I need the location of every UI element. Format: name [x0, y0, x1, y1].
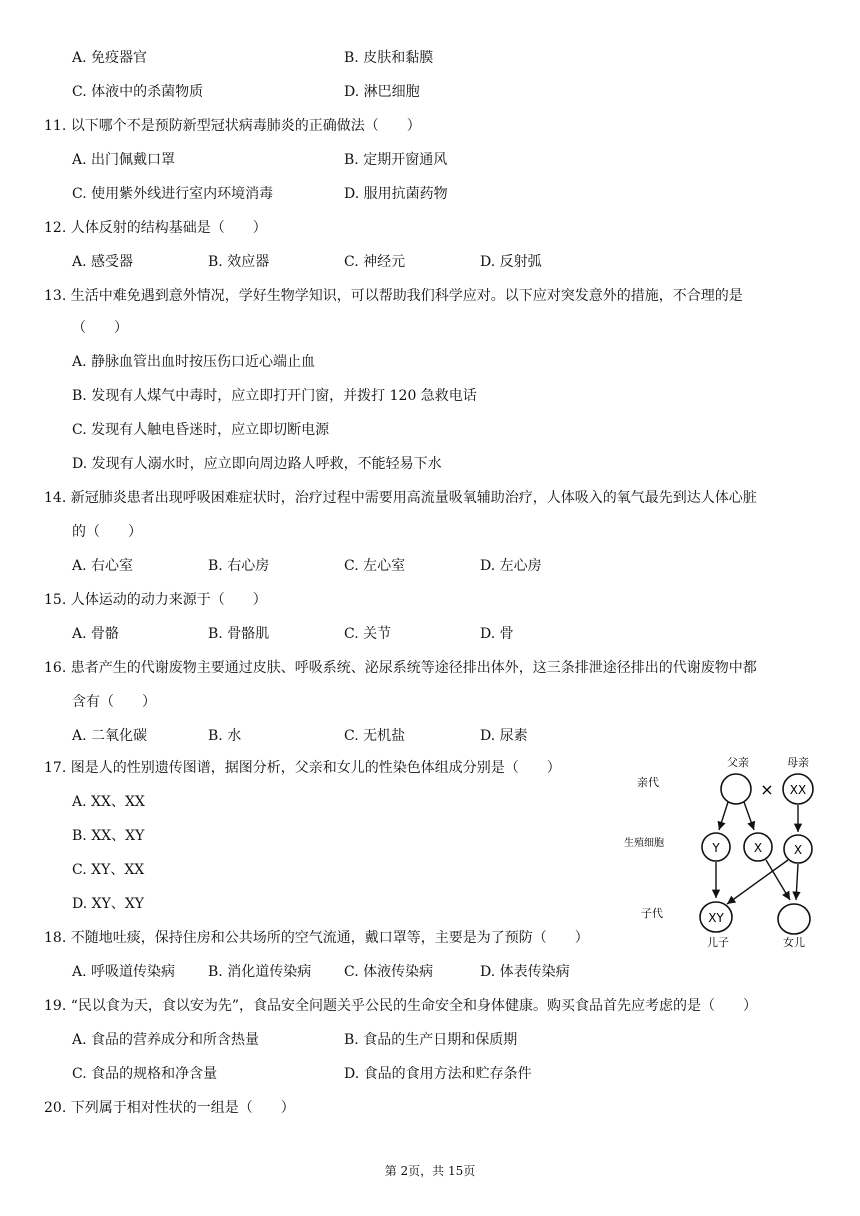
option-c: C. 左心室 [344, 558, 406, 574]
option-b: B. 发现有人煤气中毒时，应立即打开门窗，并拨打 120 急救电话 [72, 388, 477, 404]
son-label: 儿子 [707, 936, 729, 949]
option-a: A. 感受器 [72, 254, 134, 270]
question-17: 17. 图是人的性别遗传图谱，据图分析，父亲和女儿的性染色体组成分别是（ ） [44, 760, 561, 776]
option-a: A. 呼吸道传染病 [72, 964, 176, 980]
son-genotype: XY [708, 911, 724, 925]
daughter-circle [778, 904, 810, 934]
question-12: 12. 人体反射的结构基础是（ ） [44, 220, 267, 236]
option-c: C. 体液中的杀菌物质 [72, 84, 204, 100]
option-d: D. 服用抗菌药物 [344, 186, 448, 202]
option-c: C. 无机盐 [344, 728, 406, 744]
option-b: B. 骨骼肌 [208, 626, 270, 642]
option-b: B. XX、XY [72, 828, 145, 844]
parents-row-label: 亲代 [637, 776, 659, 789]
gamete-y: Y [712, 841, 720, 855]
option-c: C. 使用紫外线进行室内环境消毒 [72, 186, 274, 202]
question-19: 19. “民以食为天，食以安为先”，食品安全问题关乎公民的生命安全和身体健康。购买食品首先应考虑的是（ ） [44, 998, 758, 1014]
option-c: C. 食品的规格和净含量 [72, 1066, 218, 1082]
option-c: C. 体液传染病 [344, 964, 434, 980]
offspring-row-label: 子代 [641, 907, 663, 920]
option-a: A. 右心室 [72, 558, 134, 574]
arrow [796, 864, 798, 900]
option-b: B. 水 [208, 728, 242, 744]
arrow [744, 802, 754, 830]
option-a: A. 二氧化碳 [72, 728, 148, 744]
question-11: 11. 以下哪个不是预防新型冠状病毒肺炎的正确做法（ ） [44, 118, 421, 134]
question-18: 18. 不随地吐痰，保持住房和公共场所的空气流通，戴口罩等，主要是为了预防（ ） [44, 930, 589, 946]
option-d: D. 尿素 [480, 728, 528, 744]
daughter-label: 女儿 [783, 936, 805, 949]
option-a: A. 静脉血管出血时按压伤口近心端止血 [72, 354, 316, 370]
gamete-x-mother: X [793, 843, 803, 857]
option-b: B. 食品的生产日期和保质期 [344, 1032, 518, 1048]
sex-inheritance-diagram [624, 752, 830, 952]
mother-label: 母亲 [787, 756, 809, 769]
option-d: D. 反射弧 [480, 254, 542, 270]
question-13-bracket: （ ） [72, 320, 128, 336]
option-d: D. 食品的食用方法和贮存条件 [344, 1066, 532, 1082]
option-a: A. 免疫器官 [72, 50, 148, 66]
option-d: D. 淋巴细胞 [344, 84, 420, 100]
option-d: D. XY、XY [72, 896, 145, 912]
question-14-cont: 的（ ） [72, 524, 142, 540]
option-d: D. 左心房 [480, 558, 542, 574]
cross-symbol: × [760, 780, 774, 799]
option-c: C. 发现有人触电昏迷时，应立即切断电源 [72, 422, 330, 438]
option-d: D. 体表传染病 [480, 964, 570, 980]
arrow [766, 860, 790, 900]
gamete-x-father: X [753, 841, 763, 855]
question-20: 20. 下列属于相对性状的一组是（ ） [44, 1100, 295, 1116]
question-13: 13. 生活中难免遇到意外情况，学好生物学知识，可以帮助我们科学应对。以下应对突发意外的措施，不合理的是 [44, 288, 743, 304]
option-a: A. 食品的营养成分和所含热量 [72, 1032, 260, 1048]
arrow [719, 802, 728, 830]
question-16: 16. 患者产生的代谢废物主要通过皮肤、呼吸系统、泌尿系统等途径排出体外，这三条排泄途径排出的代谢废物中都 [44, 660, 757, 676]
page-footer: 第 2页，共 15页 [384, 1164, 476, 1178]
question-16-cont: 含有（ ） [72, 694, 156, 710]
question-15: 15. 人体运动的动力来源于（ ） [44, 592, 267, 608]
father-circle [721, 774, 751, 804]
option-a: A. 骨骼 [72, 626, 120, 642]
option-b: B. 定期开窗通风 [344, 152, 448, 168]
option-c: C. 神经元 [344, 254, 406, 270]
option-c: C. XY、XX [72, 862, 145, 878]
option-d: D. 发现有人溺水时，应立即向周边路人呼救，不能轻易下水 [72, 456, 442, 472]
question-14: 14. 新冠肺炎患者出现呼吸困难症状时，治疗过程中需要用高流量吸氧辅助治疗，人体吸入的氧气最先到达人体心脏 [44, 490, 757, 506]
option-b: B. 消化道传染病 [208, 964, 312, 980]
option-b: B. 效应器 [208, 254, 270, 270]
mother-genotype: XX [789, 783, 807, 797]
option-a: A. 出门佩戴口罩 [72, 152, 176, 168]
option-d: D. 骨 [480, 626, 514, 642]
option-b: B. 皮肤和黏膜 [344, 50, 434, 66]
gametes-row-label: 生殖细胞 [624, 838, 664, 849]
option-a: A. XX、XX [72, 794, 145, 810]
option-c: C. 关节 [344, 626, 392, 642]
option-b: B. 右心房 [208, 558, 270, 574]
father-label: 父亲 [727, 756, 749, 769]
